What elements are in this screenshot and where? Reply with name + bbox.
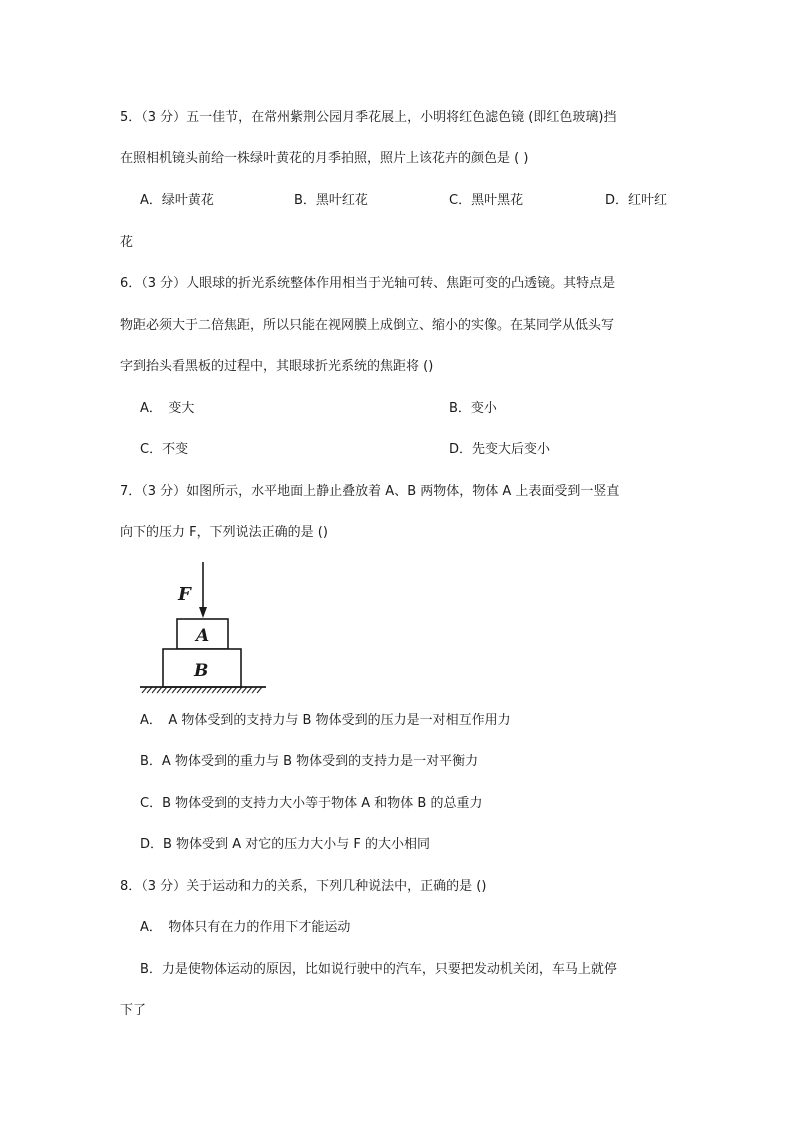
- q5-option-a: A．绿叶黄花: [140, 193, 214, 208]
- q5-stem-line2: 在照相机镜头前给一株绿叶黄花的月季拍照，照片上该花卉的颜色是 ( ): [120, 151, 529, 166]
- q8-option-b: B．力是使物体运动的原因，比如说行驶中的汽车，只要把发动机关闭，车马上就停: [140, 962, 617, 977]
- q7-option-b: B．A 物体受到的重力与 B 物体受到的支持力是一对平衡力: [140, 754, 479, 769]
- q7-option-c: C．B 物体受到的支持力大小等于物体 A 和物体 B 的总重力: [140, 796, 483, 811]
- q7-force-diagram: [138, 560, 270, 696]
- q8-stem-line1: 8．（3 分）关于运动和力的关系，下列几种说法中，正确的是 (): [120, 879, 487, 894]
- q8-option-b-wrap: 下了: [120, 1003, 147, 1018]
- q8-option-a: A． 物体只有在力的作用下才能运动: [140, 920, 351, 935]
- q5-stem-line1: 5．（3 分）五一佳节，在常州紫荆公园月季花展上，小明将红色滤色镜 (即红色玻璃)挡: [120, 110, 617, 125]
- q5-option-c: C．黑叶黑花: [449, 193, 524, 208]
- q7-stem-line1: 7．（3 分）如图所示，水平地面上静止叠放着 A、B 两物体，物体 A 上表面受到一竖直: [120, 484, 620, 499]
- block-a-label: A: [196, 626, 210, 646]
- q6-option-c: C．不变: [140, 442, 189, 457]
- q7-option-a: A． A 物体受到的支持力与 B 物体受到的压力是一对相互作用力: [140, 713, 511, 728]
- ground-hatching: [142, 687, 262, 693]
- q6-option-a: A． 变大: [140, 401, 195, 416]
- q6-stem-line1: 6．（3 分）人眼球的折光系统整体作用相当于光轴可转、焦距可变的凸透镜。其特点是: [120, 276, 616, 291]
- q6-stem-line2: 物距必须大于二倍焦距，所以只能在视网膜上成倒立、缩小的实像。在某同学从低头写: [120, 318, 615, 333]
- q6-option-b: B．变小: [449, 401, 497, 416]
- q5-option-d: D．红叶红: [605, 193, 668, 208]
- q5-option-b: B．黑叶红花: [294, 193, 368, 208]
- q6-stem-line3: 字到抬头看黑板的过程中，其眼球折光系统的焦距将 (): [120, 359, 434, 374]
- q7-option-d: D．B 物体受到 A 对它的压力大小与 F 的大小相同: [140, 837, 430, 852]
- q6-option-d: D．先变大后变小: [449, 442, 551, 457]
- q7-stem-line2: 向下的压力 F，下列说法正确的是 (): [120, 525, 328, 540]
- block-b-label: B: [194, 661, 209, 681]
- force-label: F: [178, 584, 191, 605]
- force-arrow-head: [199, 607, 207, 618]
- q5-option-d-wrap: 花: [120, 235, 134, 250]
